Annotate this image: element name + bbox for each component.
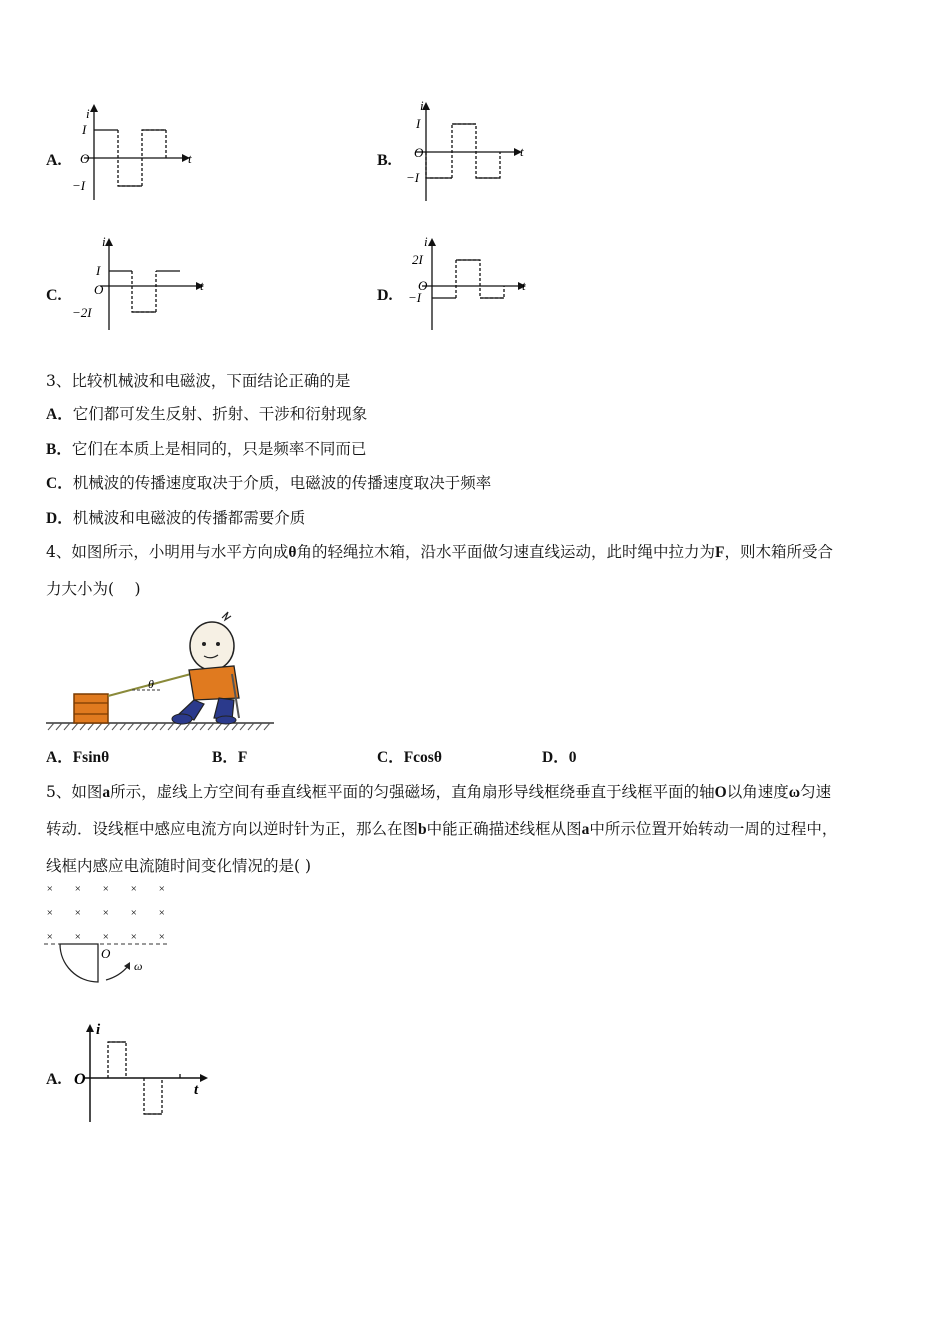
option-a-label: A. — [46, 152, 62, 169]
q5-graph-option-a — [70, 1018, 220, 1128]
svg-text:×: × — [102, 931, 110, 943]
svg-text:O: O — [74, 1071, 86, 1088]
graph-option-d — [396, 232, 536, 342]
svg-text:t: t — [522, 278, 526, 293]
label-t: t — [188, 151, 192, 166]
q3-option-c: C．机械波的传播速度取决于介质，电磁波的传播速度取决于频率 — [46, 474, 492, 492]
svg-text:i: i — [96, 1022, 101, 1038]
svg-text:I: I — [416, 116, 421, 131]
svg-text:×: × — [74, 883, 82, 895]
svg-text:O: O — [94, 282, 104, 297]
svg-text:i: i — [420, 98, 424, 113]
q3-option-d: D．机械波和电磁波的传播都需要介质 — [46, 509, 306, 527]
q3-stem: 3、比较机械波和电磁波，下面结论正确的是 — [46, 372, 351, 390]
svg-text:×: × — [158, 883, 166, 895]
q5-stem-line2: 转动．设线框中感应电流方向以逆时针为正，那么在图b中能正确描述线框从图a中所示位置开始转动一周的过程中， — [46, 820, 838, 838]
svg-text:×: × — [46, 883, 54, 895]
theta-label: θ — [148, 677, 154, 691]
y-axis-arrow — [90, 104, 98, 112]
q5-option-a-label: A. — [46, 1071, 62, 1088]
svg-text:2I: 2I — [412, 252, 423, 267]
label-O: O — [80, 151, 90, 166]
graph-option-a — [64, 100, 204, 210]
q4-option-c: C．Fcosθ — [377, 749, 442, 766]
label-I: I — [82, 122, 87, 137]
svg-text:O: O — [414, 145, 424, 160]
q4-option-d: D．0 — [542, 749, 577, 766]
q5-figure-a — [40, 878, 180, 990]
svg-text:i: i — [424, 234, 428, 249]
svg-text:×: × — [46, 931, 54, 943]
graph-option-b — [396, 96, 536, 206]
svg-text:i: i — [102, 234, 106, 249]
svg-text:×: × — [130, 883, 138, 895]
wooden-box — [74, 694, 108, 723]
svg-text:ω: ω — [134, 959, 143, 973]
svg-text:O: O — [418, 278, 428, 293]
sector-frame — [60, 944, 98, 982]
svg-text:−2I: −2I — [72, 305, 92, 320]
svg-text:×: × — [74, 907, 82, 919]
axis-i: i — [86, 106, 90, 121]
svg-text:−I: −I — [408, 290, 422, 305]
option-d-label: D. — [377, 287, 393, 304]
q3-option-b: B．它们在本质上是相同的，只是频率不同而已 — [46, 440, 367, 458]
q5-stem-line1: 5、如图a所示，虚线上方空间有垂直线框平面的匀强磁场，直角扇形导线框绕垂直于线框平面的轴O以角速度ω匀速 — [46, 783, 832, 801]
svg-text:t: t — [200, 278, 204, 293]
svg-text:×: × — [46, 907, 54, 919]
svg-text:×: × — [158, 907, 166, 919]
q3-option-a: A．它们都可发生反射、折射、干涉和衍射现象 — [46, 405, 368, 423]
graph-option-c — [64, 232, 214, 342]
svg-text:O: O — [101, 946, 111, 961]
q4-stem-line2: 力大小为( ) — [46, 580, 141, 598]
svg-text:t: t — [520, 144, 524, 159]
option-c-label: C. — [46, 287, 62, 304]
svg-text:×: × — [158, 931, 166, 943]
boy-body — [189, 666, 239, 700]
q4-stem: 4、如图所示，小明用与水平方向成θ角的轻绳拉木箱，沿水平面做匀速直线运动，此时绳中拉力为F，则木箱所受合 — [46, 543, 833, 561]
boy-head — [190, 622, 234, 670]
q5-stem-line3: 线框内感应电流随时间变化情况的是( ) — [46, 857, 312, 875]
svg-text:t: t — [194, 1082, 199, 1098]
svg-text:×: × — [74, 931, 82, 943]
option-b-label: B. — [377, 152, 392, 169]
svg-text:−I: −I — [406, 170, 420, 185]
svg-text:I: I — [96, 263, 101, 278]
q4-figure-boy-pulling-box — [44, 608, 280, 736]
svg-text:×: × — [102, 883, 110, 895]
q4-option-a: A．Fsinθ — [46, 749, 110, 766]
svg-text:×: × — [130, 931, 138, 943]
svg-text:×: × — [130, 907, 138, 919]
label-negI: −I — [72, 178, 86, 193]
svg-text:×: × — [102, 907, 110, 919]
q4-option-b: B．F — [212, 749, 248, 766]
